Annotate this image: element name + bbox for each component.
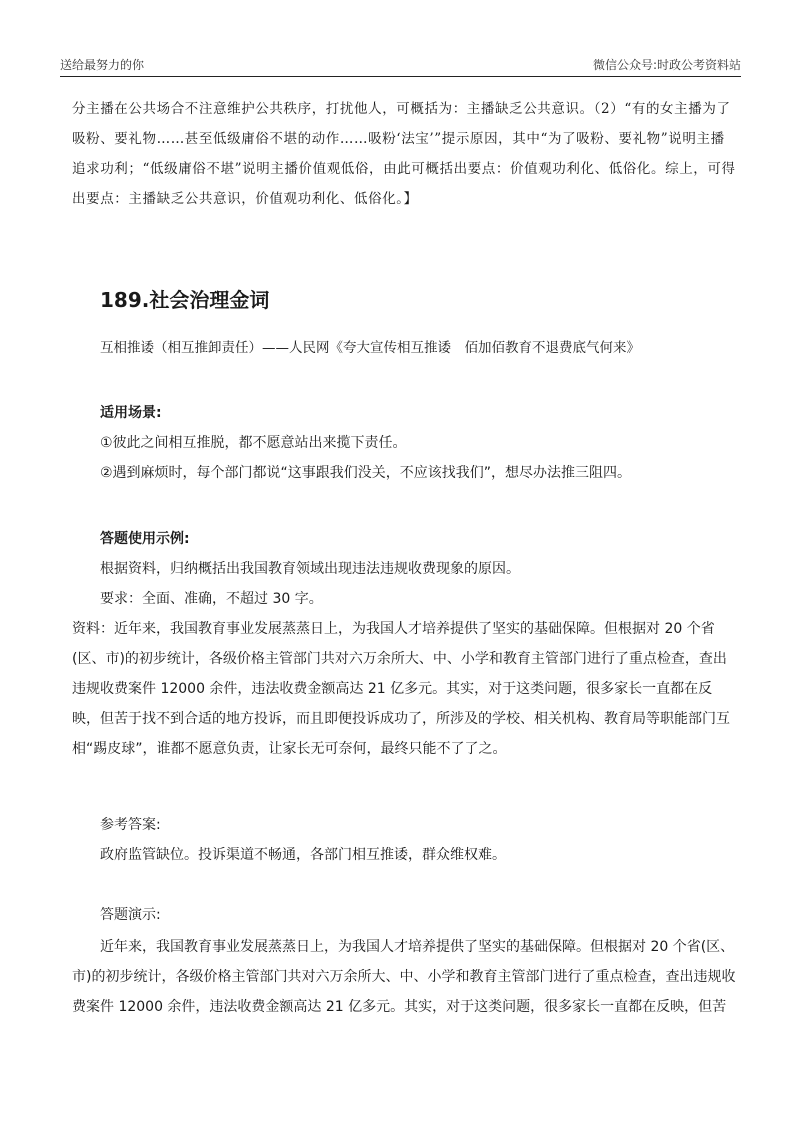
- intro-paragraph: 分主播在公共场合不注意维护公共秩序，打扰他人，可概括为：主播缺乏公共意识。（2）“有的女主播为了吸粉、要礼物……甚至低级庸俗不堪的动作……吸粉‘法宝’”提示原因，其中“为了吸粉、要礼物”说明主播追求功利；“低级庸俗不堪”说明主播价值观低俗，由此可概括出要点：价值观功利化、低俗化。综上，可得出要点：主播缺乏公共意识，价值观功利化、低俗化。】: [72, 101, 736, 207]
- demo-heading-block: [100, 900, 740, 930]
- example-section: [100, 524, 740, 614]
- source-subtitle: 互相推诿（相互推卸责任）——人民网《夸大宣传相互推诿 佰加佰教育不退费底气何来》: [100, 340, 640, 356]
- header-divider: [60, 76, 741, 77]
- example-heading: 答题使用示例:: [100, 531, 190, 547]
- demo-heading: 答题演示:: [100, 907, 161, 923]
- scenario-item: ②遇到麻烦时，每个部门都说“这事跟我们没关，不应该找我们”，想尽办法推三阻四。: [100, 465, 632, 481]
- scenario-item: ①彼此之间相互推脱，都不愿意站出来揽下责任。: [100, 435, 407, 451]
- scenarios-section: [100, 398, 740, 488]
- example-requirement: 要求：全面、准确，不超过 30 字。: [100, 591, 323, 607]
- example-question: 根据资料，归纳概括出我国教育领域出现违法违规收费现象的原因。: [100, 561, 520, 577]
- header-wechat-account: 微信公众号:时政公考资料站: [592, 58, 741, 72]
- intro-paragraph-block: [72, 94, 738, 214]
- reference-section: [100, 810, 740, 870]
- demo-text: 近年来，我国教育事业发展蒸蒸日上，为我国人才培养提供了坚实的基础保障。但根据对 20 个省(区、市)的初步统计，各级价格主管部门共对六万余所大、中、小学和教育主管部门进行了重点检查，查出违规收费案件 12000 余件，违法收费金额高达 21 亿多元。其实，对于这类问题，很多家长一直都在反映，但苦: [72, 939, 736, 1015]
- reference-heading: 参考答案:: [100, 817, 161, 833]
- example-material: 资料：近年来，我国教育事业发展蒸蒸日上，为我国人才培养提供了坚实的基础保障。但根据对 20 个省(区、市)的初步统计，各级价格主管部门共对六万余所大、中、小学和教育主管部门进行了重点检查，查出违规收费案件 12000 余件，违法收费金额高达 21 亿多元。其实，对于这类问题，很多家长一直都在反映，但苦于找不到合适的地方投诉，而且即便投诉成功了，所涉及的学校、相关机构、教育局等职能部门互相“踢皮球”，谁都不愿意负责，让家长无可奈何，最终只能不了了之。: [72, 621, 730, 757]
- scenarios-heading: 适用场景:: [100, 405, 162, 421]
- header-slogan: 送给最努力的你: [60, 58, 145, 72]
- section-title: 189.社会治理金词: [100, 288, 270, 312]
- reference-answer: 政府监管缺位。投诉渠道不畅通，各部门相互推诿，群众维权难。: [100, 847, 506, 863]
- example-material-block: [72, 614, 738, 764]
- subtitle-block: [100, 333, 740, 363]
- demo-text-block: [72, 932, 738, 1022]
